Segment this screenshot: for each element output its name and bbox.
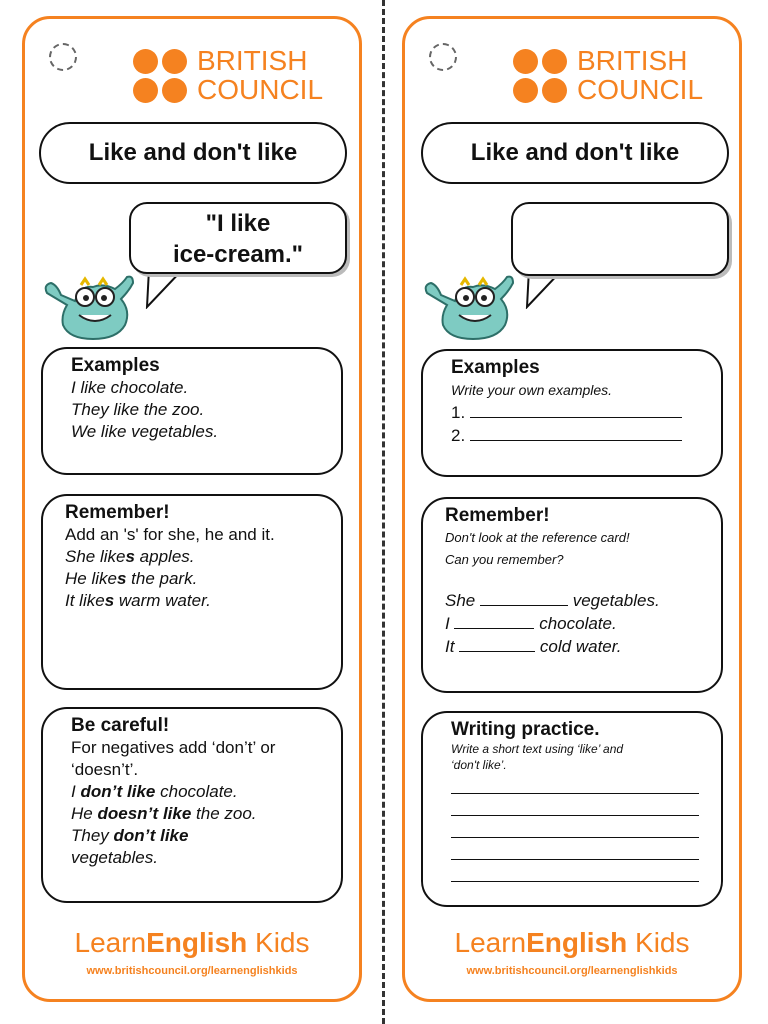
careful-intro: For negatives add ‘don’t’ or: [71, 738, 276, 757]
punch-hole: [429, 43, 457, 71]
careful-example: vegetables.: [71, 848, 158, 867]
remember-heading: Remember!: [65, 502, 170, 523]
remember-example: It likes warm water.: [65, 591, 211, 610]
speech-bubble-empty[interactable]: [511, 202, 729, 276]
writing-line[interactable]: [451, 793, 699, 794]
answer-line-1[interactable]: 1.: [451, 401, 721, 424]
gap-fill-2[interactable]: I chocolate.: [445, 614, 617, 633]
writing-heading: Writing practice.: [451, 719, 600, 740]
examples-heading: Examples: [451, 357, 540, 378]
careful-heading: Be careful!: [71, 715, 170, 736]
punch-hole: [49, 43, 77, 71]
remember-box: [41, 494, 343, 690]
examples-instruction: Write your own examples.: [451, 382, 613, 398]
learnenglish-kids-logo: LearnEnglish Kids: [454, 927, 690, 958]
writing-box: [421, 711, 723, 907]
example-line: I like chocolate.: [71, 378, 189, 397]
logo-line2: COUNCIL: [197, 74, 324, 105]
example-line: We like vegetables.: [71, 422, 219, 441]
remember-example: She likes apples.: [65, 547, 195, 566]
writing-line[interactable]: [451, 859, 699, 860]
card-title: Like and don't like: [421, 122, 729, 184]
cut-line: [382, 0, 385, 1024]
british-council-logo: [133, 45, 343, 103]
british-council-logo: [513, 45, 723, 103]
writing-line[interactable]: [451, 815, 699, 816]
logo-line1: BRITISH: [197, 45, 308, 76]
examples-box: [421, 349, 723, 477]
careful-box: [41, 707, 343, 903]
gap-fill-3[interactable]: It cold water.: [445, 637, 622, 656]
learnenglish-kids-logo: LearnEnglish Kids: [74, 927, 310, 958]
examples-heading: Examples: [71, 355, 160, 376]
remember-example: He likes the park.: [65, 569, 198, 588]
careful-example: They don’t like: [71, 826, 189, 845]
examples-box: [41, 347, 343, 475]
card-title: Like and don't like: [39, 122, 347, 184]
logo-line2: COUNCIL: [577, 74, 704, 105]
answer-line-2[interactable]: 2.: [451, 424, 721, 447]
logo-line1: BRITISH: [577, 45, 688, 76]
careful-intro: ‘doesn’t’.: [71, 760, 139, 779]
writing-instruction: ‘don't like’.: [451, 758, 507, 772]
example-line: They like the zoo.: [71, 400, 205, 419]
bubble-line1: "I like: [205, 210, 271, 237]
speech-bubble: [129, 202, 347, 274]
writing-instruction: Write a short text using ‘like’ and: [451, 742, 624, 756]
footer-url: www.britishcouncil.org/learnenglishkids: [466, 965, 678, 977]
reference-bookmark: [22, 16, 362, 1002]
remember-heading: Remember!: [445, 505, 550, 526]
remember-instruction: Can you remember?: [445, 552, 564, 567]
gap-fill-1[interactable]: She vegetables.: [445, 591, 660, 610]
footer-url: www.britishcouncil.org/learnenglishkids: [86, 965, 298, 977]
remember-box: [421, 497, 723, 693]
bubble-tail: [143, 269, 203, 309]
writing-line[interactable]: [451, 881, 699, 882]
writing-line[interactable]: [451, 837, 699, 838]
careful-example: I don’t like chocolate.: [71, 782, 238, 801]
remember-instruction: Don't look at the reference card!: [445, 530, 630, 545]
practice-bookmark: [402, 16, 742, 1002]
remember-intro: Add an 's' for she, he and it.: [65, 525, 275, 544]
careful-example: He doesn’t like the zoo.: [71, 804, 257, 823]
bubble-line2: ice-cream.": [172, 241, 304, 268]
